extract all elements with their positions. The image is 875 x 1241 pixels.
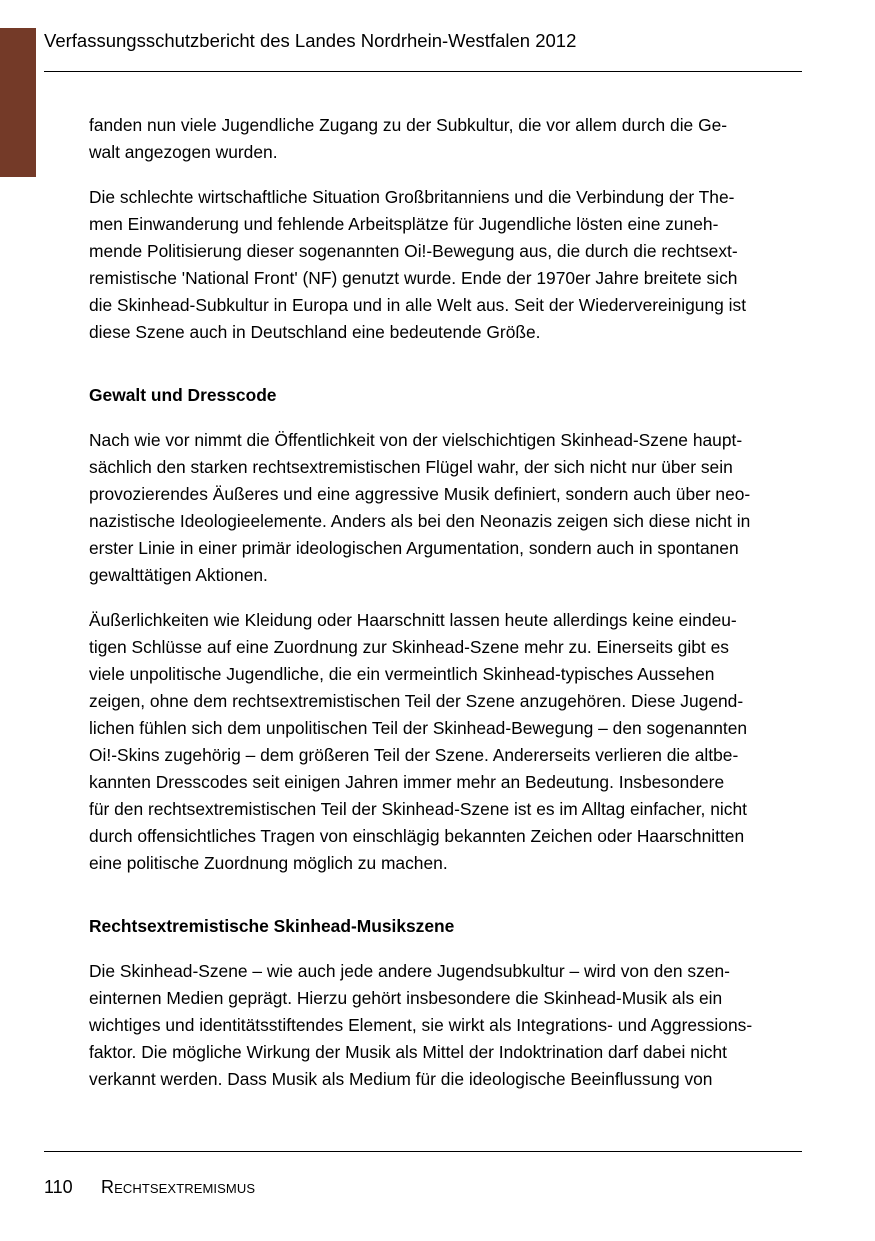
paragraph-5 (89, 958, 805, 1093)
text-line: zeigen, ohne dem rechtsextremistischen Teil der Szene anzugehören. Diese Jugend- (89, 691, 744, 711)
section-heading-gewalt-und-dresscode: Gewalt und Dresscode (89, 385, 277, 405)
text-line: für den rechtsextremistischen Teil der Skinhead-Szene ist es im Alltag einfacher, nicht (89, 799, 747, 819)
chapter-tab-marker (0, 28, 36, 177)
text-line: gewalttätigen Aktionen. (89, 565, 268, 585)
paragraph-4 (89, 607, 805, 877)
text-line: Oi!-Skins zugehörig – dem größeren Teil der Szene. Andererseits verlieren die altbe- (89, 745, 739, 765)
text-line: diese Szene auch in Deutschland eine bedeutende Größe. (89, 322, 541, 342)
text-line: Nach wie vor nimmt die Öffentlichkeit von der vielschichtigen Skinhead-Szene haupt- (89, 430, 743, 450)
text-line: mende Politisierung dieser sogenannten Oi!-Bewegung aus, die durch die rechtsext- (89, 241, 738, 261)
text-line: die Skinhead-Subkultur in Europa und in alle Welt aus. Seit der Wiedervereinigung ist (89, 295, 747, 315)
footer-section-name: Rechtsextremismus (101, 1177, 256, 1197)
text-line: remistische 'National Front' (NF) genutzt wurde. Ende der 1970er Jahre breitete sich (89, 268, 738, 288)
text-line: Die schlechte wirtschaftliche Situation Großbritanniens und die Verbindung der The- (89, 187, 735, 207)
text-line: durch offensichtliches Tragen von einschlägig bekannten Zeichen oder Haarschnitten (89, 826, 745, 846)
paragraph-1 (89, 112, 805, 166)
text-line: wichtiges und identitätsstiftendes Element, sie wirkt als Integrations- und Aggressions- (89, 1015, 753, 1035)
page-body (89, 112, 805, 1111)
text-line: kannten Dresscodes seit einigen Jahren immer mehr an Bedeutung. Insbesondere (89, 772, 725, 792)
footer-divider (44, 1151, 802, 1152)
text-line: Äußerlichkeiten wie Kleidung oder Haarschnitt lassen heute allerdings keine eindeu- (89, 610, 737, 630)
paragraph-3 (89, 427, 805, 589)
text-line: viele unpolitische Jugendliche, die ein vermeintlich Skinhead-typisches Aussehen (89, 664, 715, 684)
page-number: 110 (44, 1177, 73, 1197)
text-line: erster Linie in einer primär ideologischen Argumentation, sondern auch in spontanen (89, 538, 739, 558)
header-divider (44, 71, 802, 72)
section-heading-skinhead-musikszene: Rechtsextremistische Skinhead-Musikszene (89, 916, 455, 936)
text-line: tigen Schlüsse auf eine Zuordnung zur Skinhead-Szene mehr zu. Einerseits gibt es (89, 637, 729, 657)
text-line: lichen fühlen sich dem unpolitischen Teil der Skinhead-Bewegung – den sogenannten (89, 718, 748, 738)
text-line: Die Skinhead-Szene – wie auch jede andere Jugendsubkultur – wird von den szen- (89, 961, 730, 981)
text-line: men Einwanderung und fehlende Arbeitsplätze für Jugendliche lösten eine zuneh- (89, 214, 719, 234)
running-header-title: Verfassungsschutzbericht des Landes Nordrhein-Westfalen 2012 (44, 30, 577, 51)
text-line: provozierendes Äußeres und eine aggressive Musik definiert, sondern auch über neo- (89, 484, 751, 504)
paragraph-2 (89, 184, 805, 346)
text-line: eine politische Zuordnung möglich zu machen. (89, 853, 448, 873)
text-line: verkannt werden. Dass Musik als Medium für die ideologische Beeinflussung von (89, 1069, 713, 1089)
text-line: nazistische Ideologieelemente. Anders als bei den Neonazis zeigen sich diese nicht in (89, 511, 751, 531)
text-line: walt angezogen wurden. (89, 142, 278, 162)
text-line: fanden nun viele Jugendliche Zugang zu der Subkultur, die vor allem durch die Ge- (89, 115, 728, 135)
text-line: faktor. Die mögliche Wirkung der Musik als Mittel der Indoktrination darf dabei nicht (89, 1042, 727, 1062)
page-footer (44, 1176, 255, 1198)
text-line: einternen Medien geprägt. Hierzu gehört insbesondere die Skinhead-Musik als ein (89, 988, 723, 1008)
text-line: sächlich den starken rechtsextremistischen Flügel wahr, der sich nicht nur über sein (89, 457, 733, 477)
